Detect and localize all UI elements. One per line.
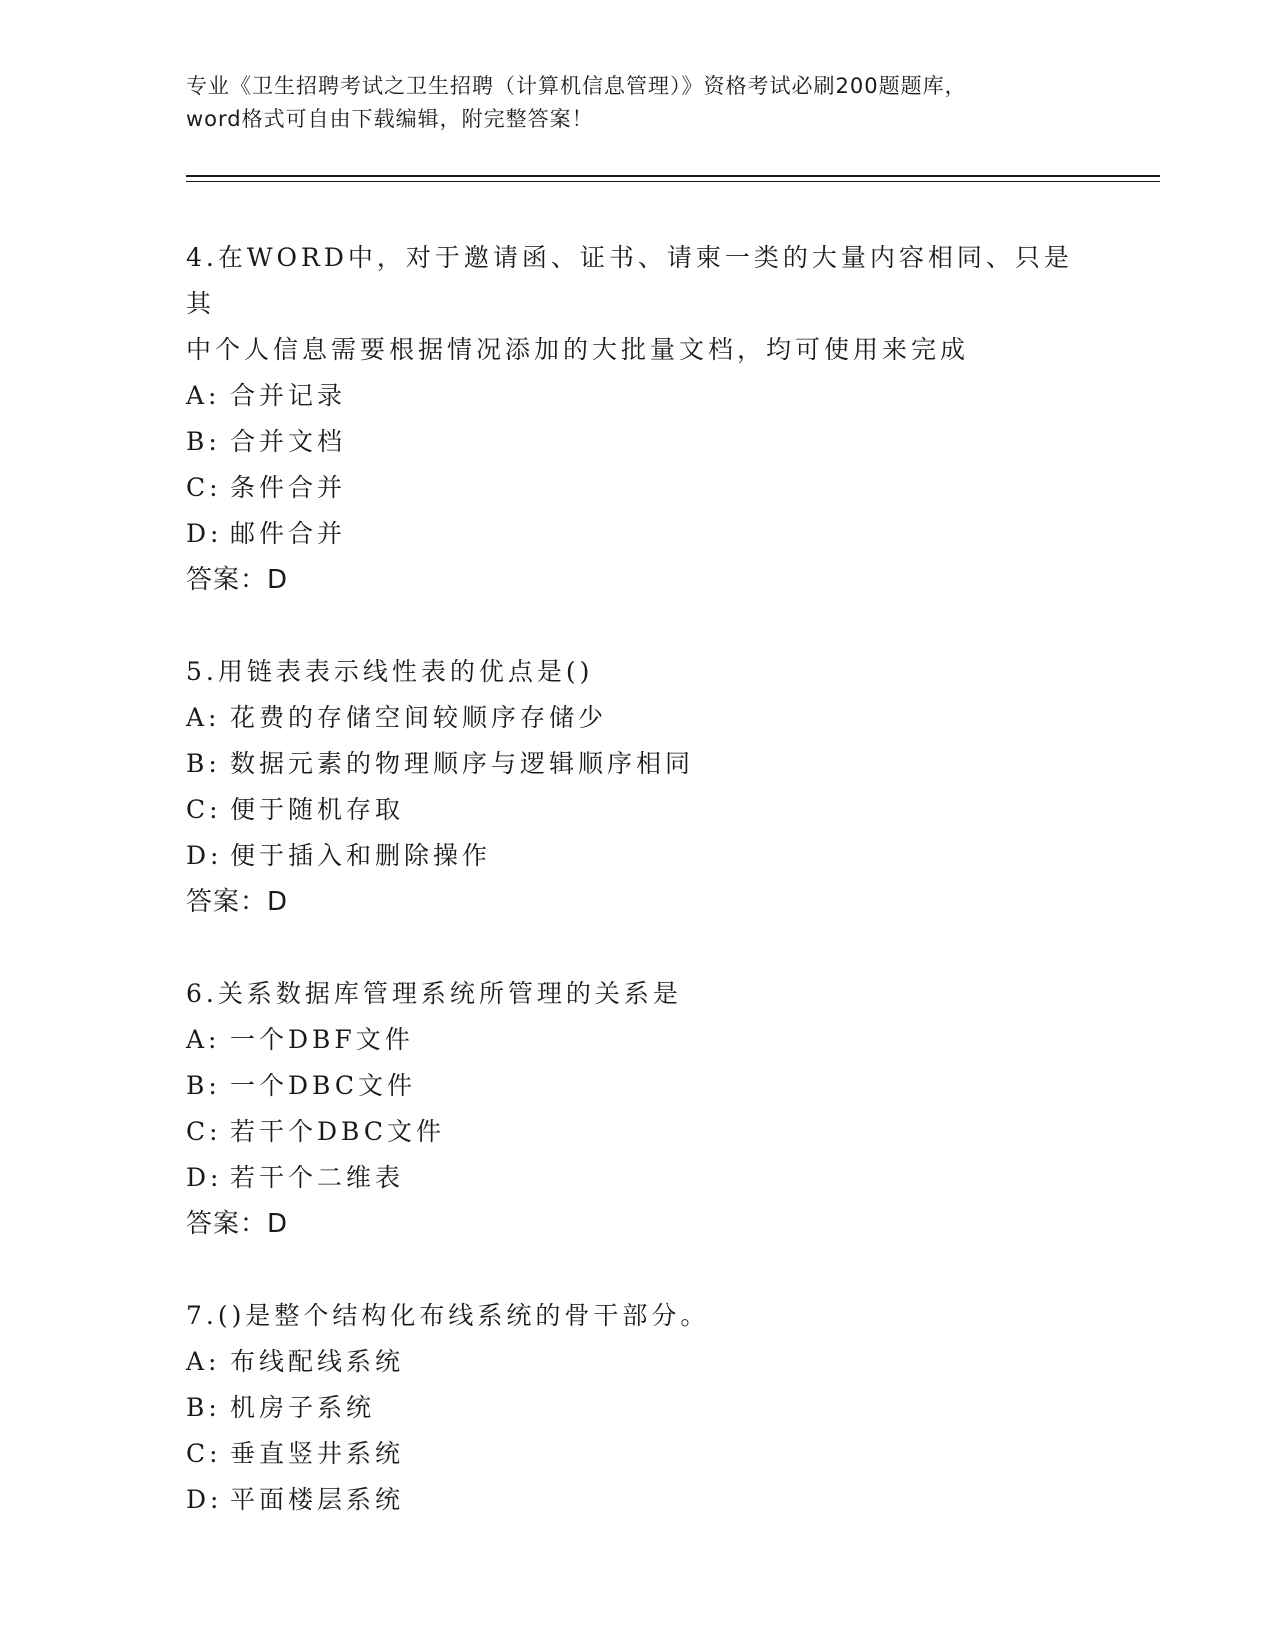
option-text: 布线配线系统 [230,1347,405,1376]
answer-line: 答案：D [186,887,289,917]
option-text: 合并文档 [230,427,347,456]
option-text: 邮件合并 [230,519,347,548]
header-divider-thin [186,181,1160,182]
question-stem-line-2: 中个人信息需要根据情况添加的大批量文档，均可使用来完成 [186,335,970,364]
option-d [186,833,1086,879]
question-7 [186,1293,1086,1523]
option-c [186,787,1086,833]
question-list [186,235,1086,1569]
header-title-line-1: 专业《卫生招聘考试之卫生招聘（计算机信息管理）》资格考试必刷200题题库， [186,74,967,98]
option-label: C: [186,1439,222,1468]
option-c [186,1109,1086,1155]
option-label: D: [186,1485,223,1514]
option-label: A: [186,703,221,732]
option-b [186,741,1086,787]
question-stem-line-1: 6.关系数据库管理系统所管理的关系是 [186,979,682,1008]
option-label: C: [186,1117,222,1146]
header-title-line-2: word格式可自由下载编辑，附完整答案！ [186,107,594,131]
option-label: D: [186,519,223,548]
option-text: 条件合并 [230,473,347,502]
option-label: B: [186,427,221,456]
question-4 [186,235,1086,603]
option-d [186,1477,1086,1523]
option-text: 一个DBF文件 [230,1025,414,1054]
option-text: 若干个二维表 [230,1163,405,1192]
option-label: C: [186,473,222,502]
option-text: 若干个DBC文件 [230,1117,446,1146]
option-label: A: [186,381,221,410]
option-text: 平面楼层系统 [230,1485,405,1514]
option-text: 合并记录 [230,381,347,410]
option-a [186,373,1086,419]
option-label: B: [186,749,221,778]
header-divider-thick [186,175,1160,177]
option-d [186,1155,1086,1201]
document-header [186,70,1086,136]
option-a [186,1339,1086,1385]
option-text: 垂直竖井系统 [230,1439,405,1468]
option-text: 机房子系统 [230,1393,376,1422]
option-text: 花费的存储空间较顺序存储少 [230,703,608,732]
option-c [186,1431,1086,1477]
question-5 [186,649,1086,925]
answer-line: 答案：D [186,565,289,595]
option-label: B: [186,1071,221,1100]
option-text: 便于插入和删除操作 [230,841,492,870]
option-a [186,695,1086,741]
option-text: 便于随机存取 [230,795,405,824]
option-b [186,1385,1086,1431]
option-a [186,1017,1086,1063]
question-stem-line-1: 7.()是整个结构化布线系统的骨干部分。 [186,1301,710,1330]
option-text: 一个DBC文件 [230,1071,417,1100]
question-stem-line-1: 4.在WORD中，对于邀请函、证书、请柬一类的大量内容相同、只是其 [186,243,1073,318]
option-b [186,419,1086,465]
option-label: B: [186,1393,221,1422]
option-label: C: [186,795,222,824]
option-c [186,465,1086,511]
option-b [186,1063,1086,1109]
option-d [186,511,1086,557]
option-label: A: [186,1025,221,1054]
answer-line: 答案：D [186,1209,289,1239]
option-text: 数据元素的物理顺序与逻辑顺序相同 [230,749,695,778]
question-stem-line-1: 5.用链表表示线性表的优点是() [186,657,594,686]
option-label: D: [186,1163,223,1192]
option-label: A: [186,1347,221,1376]
question-6 [186,971,1086,1247]
option-label: D: [186,841,223,870]
